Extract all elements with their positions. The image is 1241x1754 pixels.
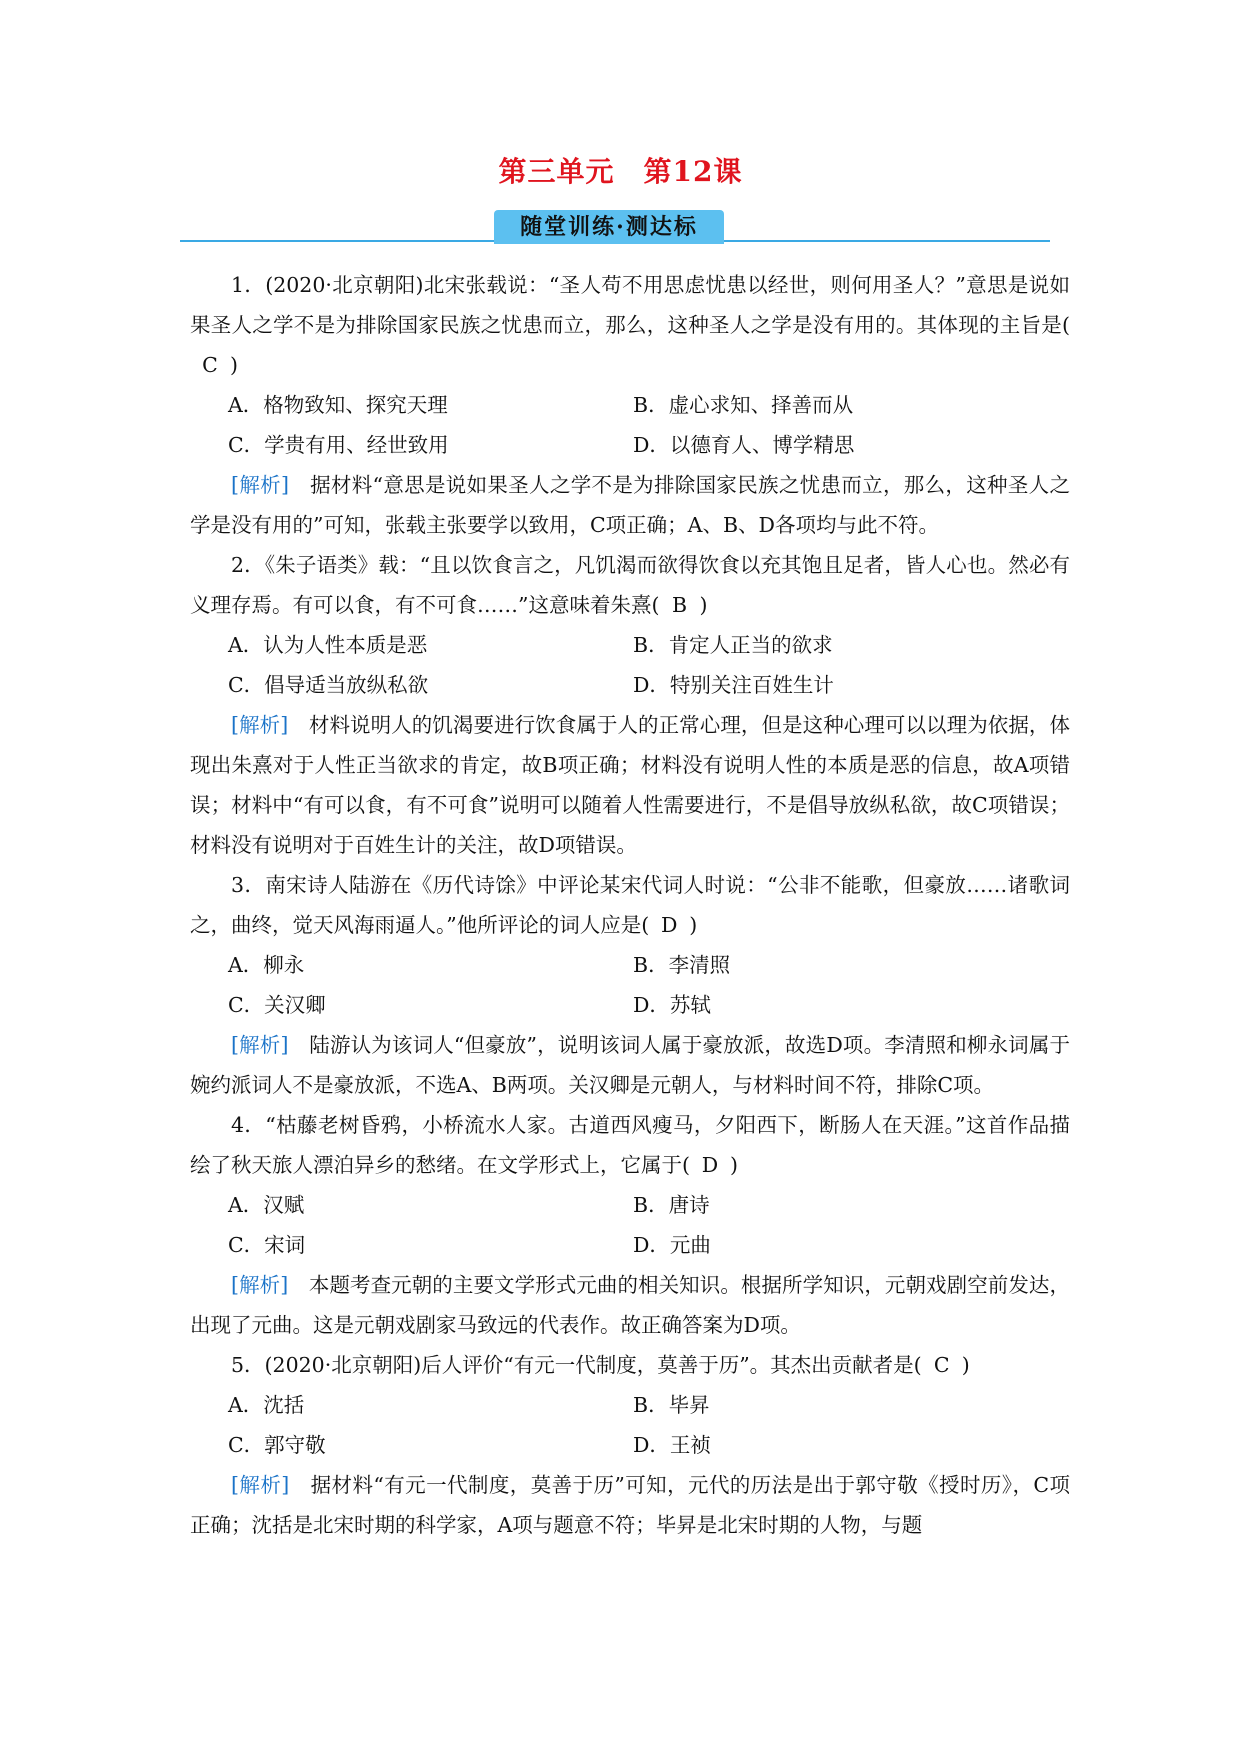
option-d: D．元曲: [633, 1233, 711, 1257]
options-row: [190, 425, 1070, 465]
question-5: [190, 1345, 1070, 1545]
section-banner: 随堂训练·测达标: [494, 210, 724, 244]
option-d: D．以德育人、博学精思: [633, 433, 855, 457]
analysis: [解析] 据材料“意思是说如果圣人之学不是为排除国家民族之忧患而立，那么，这种圣人之学是没有用的”可知，张载主张要学以致用，C项正确；A、B、D各项均与此不符。: [190, 473, 1070, 537]
option-b: B．李清照: [633, 953, 731, 977]
question-stem: 4．“枯藤老树昏鸦，小桥流水人家。古道西风瘦马，夕阳西下，断肠人在天涯。”这首作品描绘了秋天旅人漂泊异乡的愁绪。在文学形式上，它属于( D ): [190, 1105, 1070, 1185]
options-row: [190, 985, 1070, 1025]
option-d: D．特别关注百姓生计: [633, 673, 834, 697]
option-b: B．虚心求知、择善而从: [633, 393, 854, 417]
option-b: B．毕昇: [633, 1393, 710, 1417]
analysis-tag: [解析]: [231, 1033, 289, 1057]
option-b: B．唐诗: [633, 1193, 710, 1217]
options-row: [190, 945, 1070, 985]
options-row: [190, 1225, 1070, 1265]
analysis-tag: [解析]: [231, 473, 289, 497]
option-a: A．柳永: [228, 953, 305, 977]
question-3: [190, 865, 1070, 1105]
option-d: D．王祯: [633, 1433, 711, 1457]
question-stem: 3．南宋诗人陆游在《历代诗馀》中评论某宋代词人时说：“公非不能歌，但豪放……诸歌词之，曲终，觉天风海雨逼人。”他所评论的词人应是( D ): [190, 865, 1070, 945]
question-stem: 1．(2020·北京朝阳)北宋张载说：“圣人苟不用思虑忧患以经世，则何用圣人？”意思是说如果圣人之学不是为排除国家民族之忧患而立，那么，这种圣人之学是没有用的。其体现的主旨是(C ): [190, 265, 1070, 385]
question-stem: 2．《朱子语类》载：“且以饮食言之，凡饥渴而欲得饮食以充其饱且足者，皆人心也。然必有义理存焉。有可以食，有不可食……”这意味着朱熹( B ): [190, 545, 1070, 625]
answer-mark: D: [661, 913, 678, 937]
options-row: [190, 1425, 1070, 1465]
answer-mark: B: [671, 593, 688, 617]
answer-mark: C: [202, 353, 218, 377]
option-a: A．认为人性本质是恶: [228, 633, 428, 657]
analysis: [解析] 陆游认为该词人“但豪放”，说明该词人属于豪放派，故选D项。李清照和柳永词属于婉约派词人不是豪放派，不选A、B两项。关汉卿是元朝人，与材料时间不符，排除C项。: [190, 1033, 1070, 1097]
question-4: [190, 1105, 1070, 1345]
option-c: C．郭守敬: [228, 1433, 326, 1457]
analysis: [解析] 据材料“有元一代制度，莫善于历”可知，元代的历法是出于郭守敬《授时历》，C项正确；沈括是北宋时期的科学家，A项与题意不符；毕昇是北宋时期的人物，与题: [190, 1473, 1070, 1537]
question-stem: 5．(2020·北京朝阳)后人评价“有元一代制度，莫善于历”。其杰出贡献者是( C ): [190, 1345, 1070, 1385]
question-2: [190, 545, 1070, 865]
option-b: B．肯定人正当的欲求: [633, 633, 833, 657]
options-row: [190, 1385, 1070, 1425]
analysis: [解析] 材料说明人的饥渴要进行饮食属于人的正常心理，但是这种心理可以以理为依据，体现出朱熹对于人性正当欲求的肯定，故B项正确；材料没有说明人性的本质是恶的信息，故A项错误；材料中“有可以食，有不可食”说明可以随着人性需要进行，不是倡导放纵私欲，故C项错误；材料没有说明对于百姓生计的关注，故D项错误。: [190, 713, 1070, 857]
analysis-tag: [解析]: [231, 1273, 289, 1297]
option-d: D．苏轼: [633, 993, 711, 1017]
option-a: A．汉赋: [228, 1193, 305, 1217]
question-1: [190, 265, 1070, 545]
option-c: C．倡导适当放纵私欲: [228, 673, 429, 697]
option-a: A．格物致知、探究天理: [228, 393, 448, 417]
options-row: [190, 1185, 1070, 1225]
question-list: [190, 265, 1070, 1545]
options-row: [190, 385, 1070, 425]
option-a: A．沈括: [228, 1393, 305, 1417]
option-c: C．学贵有用、经世致用: [228, 433, 449, 457]
answer-mark: C: [933, 1353, 950, 1377]
analysis: [解析] 本题考查元朝的主要文学形式元曲的相关知识。根据所学知识，元朝戏剧空前发达，出现了元曲。这是元朝戏剧家马致远的代表作。故正确答案为D项。: [190, 1273, 1070, 1337]
options-row: [190, 625, 1070, 665]
answer-mark: D: [701, 1153, 719, 1177]
option-c: C．关汉卿: [228, 993, 326, 1017]
options-row: [190, 665, 1070, 705]
page-title: 第三单元 第12课: [498, 155, 743, 188]
analysis-tag: [解析]: [231, 1473, 290, 1497]
analysis-tag: [解析]: [231, 713, 289, 737]
option-c: C．宋词: [228, 1233, 306, 1257]
